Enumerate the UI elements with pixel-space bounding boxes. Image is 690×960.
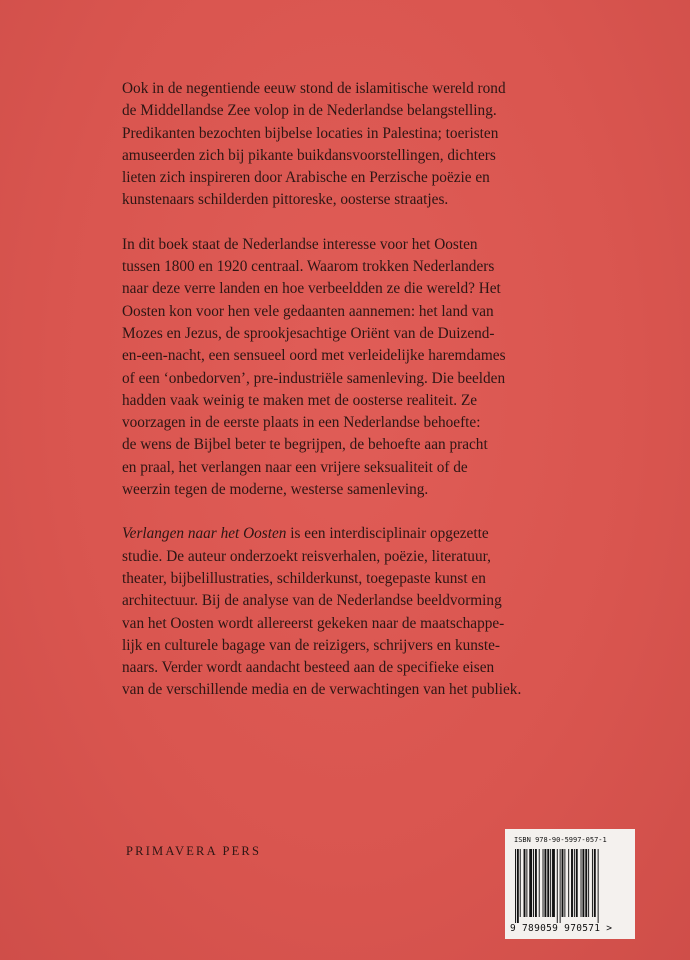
text-line: van de verschillende media en de verwachtingen van het publiek. xyxy=(122,681,522,699)
text-line: theater, bijbelillustraties, schilderkunst, toegepaste kunst en xyxy=(122,569,486,587)
text-line: van het Oosten wordt allereerst gekeken naar de maatschappe- xyxy=(122,614,505,632)
barcode-digits: 9 789059 970571 > xyxy=(510,923,613,934)
text-line: Ook in de negentiende eeuw stond de islamitische wereld rond xyxy=(122,80,506,97)
text-line xyxy=(122,523,622,545)
text-line: Predikanten bezochten bijbelse locaties in Palestina; toeristen xyxy=(122,124,499,142)
text-line: tussen 1800 en 1920 centraal. Waarom trokken Nederlanders xyxy=(122,258,495,276)
text-line: architectuur. Bij de analyse van de Nederlandse beeldvorming xyxy=(122,592,502,610)
isbn-text: ISBN 978-90-5997-057-1 xyxy=(514,836,607,844)
barcode-label xyxy=(505,829,635,939)
paragraph-1 xyxy=(122,78,622,212)
text-line: lijk en culturele bagage van de reizigers, schrijvers en kunste- xyxy=(122,636,501,654)
text-line: weerzin tegen de moderne, westerse samenleving. xyxy=(122,481,429,499)
text-line: de Middellandse Zee volop in de Nederlandse belangstelling. xyxy=(122,102,497,120)
text-line: en praal, het verlangen naar een vrijere seksualiteit of de xyxy=(122,458,468,476)
paragraph-3 xyxy=(122,523,622,701)
text-line: of een ‘onbedorven’, pre-industriële samenleving. Die beelden xyxy=(122,369,506,387)
text-line: lieten zich inspireren door Arabische en Perzische poëzie en xyxy=(122,169,490,187)
text-line: In dit boek staat de Nederlandse interesse voor het Oosten xyxy=(122,235,478,253)
text-line: de wens de Bijbel beter te begrijpen, de behoefte aan pracht xyxy=(122,436,488,454)
paragraph-2 xyxy=(122,234,622,502)
text-line: amuseerden zich bij pikante buikdansvoorstellingen, dichters xyxy=(122,146,496,164)
text-line: naars. Verder wordt aandacht besteed aan de specifieke eisen xyxy=(122,659,495,677)
barcode-icon xyxy=(515,849,625,923)
text-line: hadden vaak weinig te maken met de oosterse realiteit. Ze xyxy=(122,391,478,409)
text-line: en-een-nacht, een sensueel oord met verleidelijke haremdames xyxy=(122,347,506,365)
book-title-italic: Verlangen naar het Oosten xyxy=(122,525,287,543)
publisher-name: PRIMAVERA PERS xyxy=(126,844,262,858)
text-line: kunstenaars schilderden pittoreske, oosterse straatjes. xyxy=(122,191,449,209)
text-fragment: is een interdisciplinair opgezette xyxy=(286,525,489,543)
text-line: studie. De auteur onderzoekt reisverhalen, poëzie, literatuur, xyxy=(122,547,491,565)
text-line: Mozes en Jezus, de sprookjesachtige Oriënt van de Duizend- xyxy=(122,324,495,342)
blurb-text xyxy=(122,78,622,724)
text-line: naar deze verre landen en hoe verbeeldden ze die wereld? Het xyxy=(122,280,501,298)
text-line: voorzagen in de eerste plaats in een Nederlandse behoefte: xyxy=(122,414,481,432)
text-line: Oosten kon voor hen vele gedaanten aannemen: het land van xyxy=(122,302,494,320)
